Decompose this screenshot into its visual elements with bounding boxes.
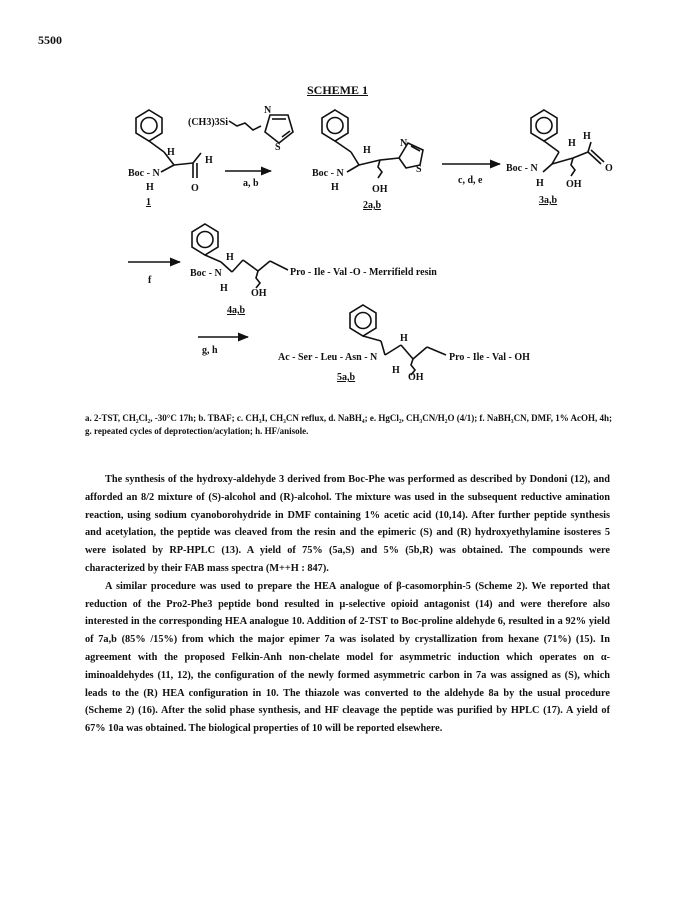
n-label: N xyxy=(400,138,408,149)
boc-n-label: Boc - N xyxy=(506,163,538,174)
h-label: H xyxy=(226,252,234,263)
peptide-left-label: Ac - Ser - Leu - Asn - N xyxy=(278,352,378,363)
resin-chain-label: Pro - Ile - Val -O - Merrifield resin xyxy=(290,267,437,278)
compound-4-label: 4a,b xyxy=(227,305,246,316)
h-label: H xyxy=(400,333,408,344)
h-label: H xyxy=(146,182,154,193)
reaction-scheme xyxy=(0,0,675,400)
scheme-footnote: a. 2-TST, CH₂Cl₂, -30°C 17h; b. TBAF; c. CH₃I, CH₃CN reflux, d. NaBH₄; e. HgCl₂, CH₃CN/H₂O (4/1); f. NaBH₃CN, DMF, 1% AcOH, 4h; g. repeated cycles of deprotection/acylation; h. HF/anisole. xyxy=(85,413,613,436)
boc-n-label: Boc - N xyxy=(128,168,160,179)
tms-label: (CH3)3Si xyxy=(188,117,228,128)
compound-2-label: 2a,b xyxy=(363,200,382,211)
compound-1-label: 1 xyxy=(146,197,151,208)
scheme-title: SCHEME 1 xyxy=(306,83,368,97)
h-label: H xyxy=(392,365,400,376)
reagent-gh-label: g, h xyxy=(202,345,218,356)
body-text xyxy=(85,471,610,738)
paragraph: The synthesis of the hydroxy-aldehyde 3 derived from Boc-Phe was performed as described by Dondoni (12), and afforded an 8/2 mixture of (S)-alcohol and (R)-alcohol. The mixture was used in the subsequent reductive amination reaction, using sodium cyanoborohydride in DMF containing 1% acetic acid (10,14). After further peptide synthesis and acetylation, the peptide was cleaved from the resin and the epimeric (S) and (R) hydroxyethylamine isosteres 5 were isolated by RP-HPLC (13). A yield of 75% (5a,S) and 5% (5b,R) was obtained. The compounds were characterized by their FAB mass spectra (M++H : 847). xyxy=(85,474,610,574)
reagent-ab-label: a, b xyxy=(243,178,259,189)
h-label: H xyxy=(536,178,544,189)
o-label: O xyxy=(605,163,613,174)
h-label: H xyxy=(583,131,591,142)
reagent-cde-label: c, d, e xyxy=(458,175,483,186)
compound-3-label: 3a,b xyxy=(539,195,558,206)
s-label: S xyxy=(416,164,422,175)
oh-label: OH xyxy=(372,184,388,195)
paragraph: A similar procedure was used to prepare the HEA analogue of β-casomorphin-5 (Scheme 2). We reported that reduction of the Pro2-Phe3 peptide bond resulted in µ-selective opioid antagonist (14) and were therefore also interested in the corresponding HEA analogue 10. Addition of 2-TST to Boc-proline aldehyde 6, resulted in a 92% yield of 7a,b (85% /15%) from which the major epimer 7a was isolated by crystallization from hexane (71%) (15). In agreement with the proposed Felkin-Anh non-chelate model for asymmetric induction which operates on α-iminoaldehydes (11, 12), the configuration of the newly formed asymmetric carbon in 7a was assigned as (S), which leads to the (R) HEA configuration in 10. The thiazole was converted to the aldehyde 8a by the usual procedure (Scheme 2) (16). After the solid phase synthesis, and HF cleavage the peptide was purified by HPLC (17). A yield of 67% 10a was obtained. The biological properties of 10 will be reported elsewhere. xyxy=(85,580,610,735)
h-label: H xyxy=(331,182,339,193)
o-label: O xyxy=(191,183,199,194)
boc-n-label: Boc - N xyxy=(190,268,222,279)
h-label: H xyxy=(220,283,228,294)
thiazole-reagent xyxy=(265,115,293,143)
oh-label: OH xyxy=(251,288,267,299)
compound-5-label: 5a,b xyxy=(337,372,356,383)
oh-label: OH xyxy=(408,372,424,383)
h-label: H xyxy=(568,138,576,149)
thiazole-n-label: N xyxy=(264,105,272,116)
peptide-right-label: Pro - Ile - Val - OH xyxy=(449,352,530,363)
boc-n-label: Boc - N xyxy=(312,168,344,179)
reagent-f-label: f xyxy=(148,275,152,286)
oh-label: OH xyxy=(566,179,582,190)
h-label: H xyxy=(205,155,213,166)
h-label: H xyxy=(167,147,175,158)
h-label: H xyxy=(363,145,371,156)
page-number: 5500 xyxy=(38,33,62,47)
thiazole-s-label: S xyxy=(275,142,281,153)
